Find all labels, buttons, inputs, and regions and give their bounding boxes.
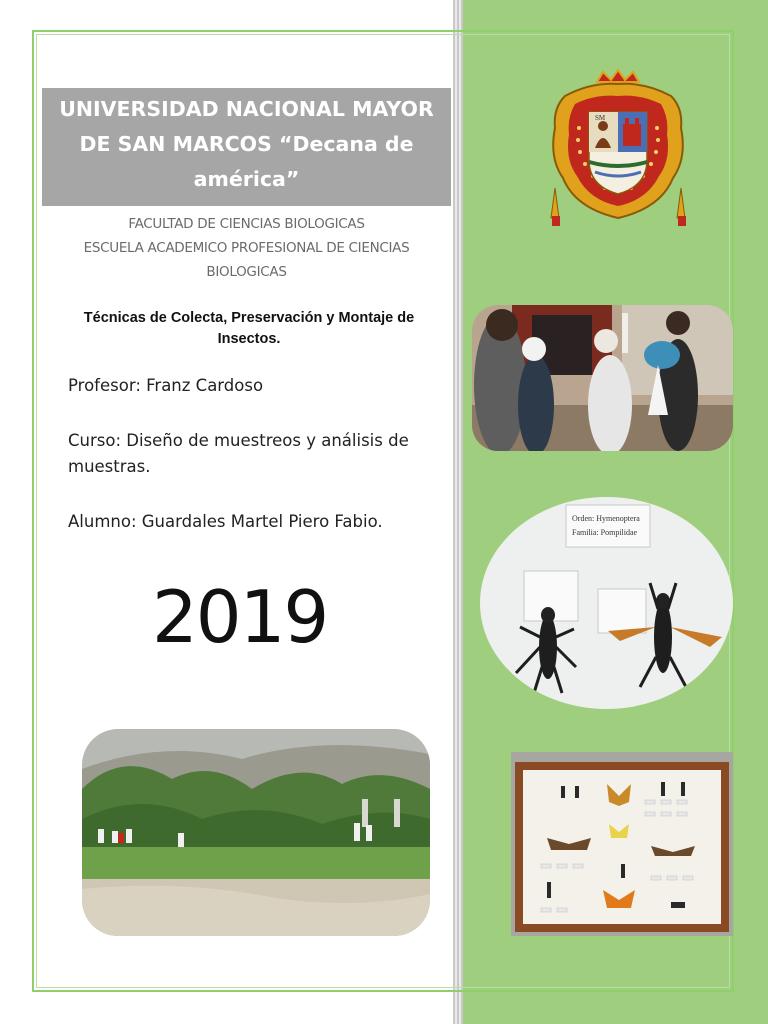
work-title (60, 308, 438, 350)
university-title-line-2: DE SAN MARCOS “Decana de (79, 132, 414, 156)
course-line (68, 428, 438, 480)
work-title-line-1: Técnicas de Colecta, Preservación y Montaje de (83, 310, 415, 326)
faculty-block (42, 212, 451, 284)
school-name-line-1: ESCUELA ACADEMICO PROFESIONAL DE CIENCIAS (83, 240, 410, 256)
seal-initials: SM (595, 114, 606, 122)
university-title (42, 88, 451, 206)
university-seal (545, 68, 691, 230)
seal-icon (545, 68, 691, 230)
decorative-stripe (453, 0, 463, 1024)
work-title-line-2: Insectos. (217, 331, 281, 347)
specimen-label-order: Orden: Hymenoptera (572, 514, 640, 523)
course-line-2: muestras. (68, 457, 151, 476)
photo-students-field (472, 305, 733, 451)
university-title-line-1: UNIVERSIDAD NACIONAL MAYOR (59, 97, 434, 121)
faculty-name: FACULTAD DE CIENCIAS BIOLOGICAS (128, 216, 365, 232)
course-line-1: Curso: Diseño de muestreos y análisis de (68, 431, 409, 450)
year: 2019 (152, 575, 328, 659)
photo-insect-display-box (511, 752, 733, 936)
professor-line: Profesor: Franz Cardoso (68, 376, 264, 395)
specimen-label-family: Familia: Pompilidae (572, 528, 638, 537)
school-name-line-2: BIOLOGICAS (206, 264, 287, 280)
university-title-line-3: américa” (193, 167, 300, 191)
student-line: Alumno: Guardales Martel Piero Fabio. (68, 512, 383, 531)
photo-garden-landscape (82, 729, 430, 936)
photo-wasp-specimens (480, 497, 733, 709)
